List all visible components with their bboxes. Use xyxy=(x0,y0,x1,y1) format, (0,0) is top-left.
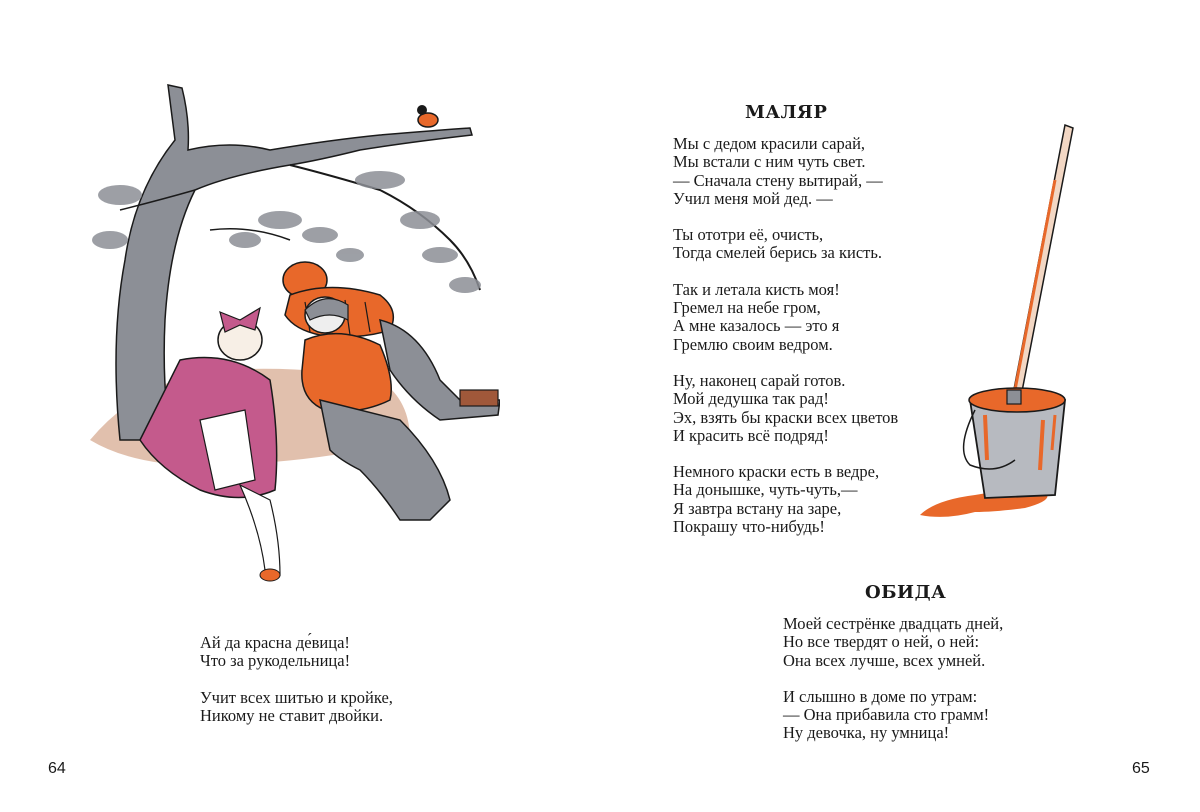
poem-line: Гремлю своим ведром. xyxy=(673,334,833,354)
stanza xyxy=(783,615,1003,670)
poem-line: Ты ототри её, очисть, xyxy=(673,225,824,245)
right-page xyxy=(600,0,1200,812)
poem-line: Гремел на небе гром, xyxy=(673,298,821,318)
poem-title: ОБИДА xyxy=(865,582,947,603)
stanza xyxy=(673,281,898,354)
poem-line: Покрашу что-нибудь! xyxy=(673,517,825,537)
poem-line: Мой дедушка так рад! xyxy=(673,389,829,409)
poem-line: Мы с дедом красили сарай, xyxy=(673,134,866,153)
poem-line: Так и летала кисть моя! xyxy=(673,279,840,299)
poem-line: Я завтра встану на заре, xyxy=(673,498,842,518)
stanza xyxy=(783,688,1003,743)
poem-line: Ну, наконец сарай готов. xyxy=(673,370,846,390)
stanza xyxy=(673,226,898,263)
poem-line: Но все твердят о ней, о ней: xyxy=(783,632,980,652)
page-number: 65 xyxy=(1132,760,1150,777)
page-number: 64 xyxy=(48,760,66,777)
poem-line: — Она прибавила сто грамм! xyxy=(783,705,990,725)
stanza xyxy=(673,372,898,445)
poem-line: Моей сестрёнке двадцать дней, xyxy=(783,614,1004,633)
poem-line: На донышке, чуть-чуть,— xyxy=(673,480,858,500)
poem-line: Ну девочка, ну умница! xyxy=(783,723,950,743)
stanza xyxy=(673,463,898,536)
poem-line: Эх, взять бы краски всех цветов xyxy=(673,407,899,427)
poem-line: И красить всё подряд! xyxy=(673,425,829,445)
poem-line: И слышно в доме по утрам: xyxy=(783,686,978,706)
paint-bucket-brush-illustration xyxy=(915,120,1075,530)
poem-line: Что за рукодельница! xyxy=(200,651,351,671)
poem-line: — Сначала стену вытирай, — xyxy=(673,170,883,190)
stanza xyxy=(200,689,393,726)
poem-malyar xyxy=(673,135,898,554)
poem-line: Тогда смелей берись за кисть. xyxy=(673,243,883,263)
left-poem xyxy=(200,634,393,743)
poem-line: Она всех лучше, всех умней. xyxy=(783,650,986,670)
poem-line: Учил меня мой дед. — xyxy=(673,188,833,208)
poem-title: МАЛЯР xyxy=(745,102,828,123)
poem-line: Мы встали с ним чуть свет. xyxy=(673,152,866,172)
poem-line: А мне казалось — это я xyxy=(673,316,840,336)
stanza xyxy=(200,634,393,671)
stanza xyxy=(673,135,898,208)
poem-line: Никому не ставит двойки. xyxy=(200,705,384,725)
children-under-tree-illustration xyxy=(80,80,500,590)
poem-line: Ай да красна де́вица! xyxy=(200,633,350,652)
poem-line: Немного краски есть в ведре, xyxy=(673,462,880,482)
poem-line: Учит всех шитью и кройке, xyxy=(200,687,393,707)
poem-obida xyxy=(783,615,1003,761)
